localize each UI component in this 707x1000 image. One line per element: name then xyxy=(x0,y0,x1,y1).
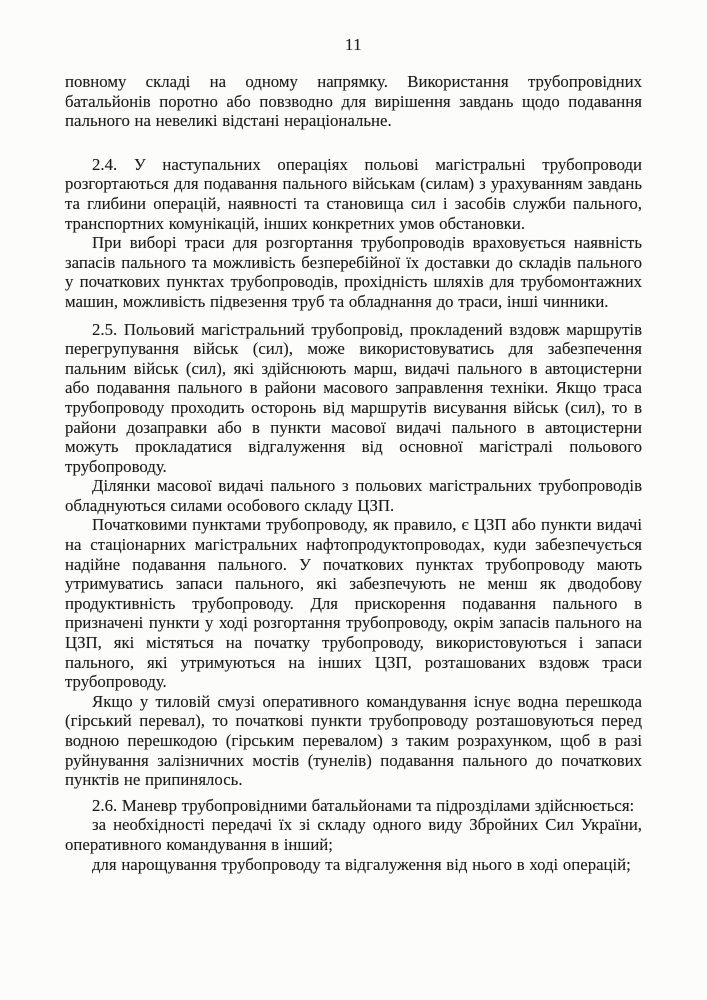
paragraph-initial-points: Початковими пунктами трубопроводу, як правило, є ЦЗП або пункти видачі на стаціонарних магістральних нафтопродуктопроводах, куди забезпечується надійне подавання пального. У початкових пунктах трубопроводу мають утримуватись запаси пального, які забезпечують не менш як дводобову продуктивність трубопроводу. Для прискорення подавання пального в призначені пункти у ході розгортання трубопроводу, окрім запасів пального на ЦЗП, які містяться на початку трубопроводу, використовуються і запаси пального, які утримуються на інших ЦЗП, розташованих вздовж траси трубопроводу. xyxy=(65,515,642,692)
paragraph-water-obstacle: Якщо у тиловій смузі оперативного командування існує водна перешкода (гірський перевал), то початкові пункти трубопроводу розташовуються перед водною перешкодою (гірським перевалом) з таким розрахунком, щоб в разі руйнування залізничних мостів (тунелів) подавання пального до початкових пунктів не припинялось. xyxy=(65,691,642,790)
paragraph-mass-issue-sections: Ділянки масової видачі пального з польових магістральних трубопроводів обладнуються силами особового складу ЦЗП. xyxy=(65,476,642,515)
paragraph-maneuver-item-1: за необхідності передачі їх зі складу одного виду Збройних Сил України, оперативного командування в інший; xyxy=(65,815,642,854)
paragraph-section-2-5: 2.5. Польовий магістральний трубопровід, прокладений вздовж маршрутів перегрупування військ (сил), може використовуватись для забезпечення пальним військ (сил), які здійснюють марш, видачі пального в автоцистерни або подавання пального в райони масового заправлення техніки. Якщо траса трубопроводу проходить осторонь від маршрутів висування військ (сил), то в райони дозаправки або в пункти масової видачі пального в автоцистерни можуть прокладатися відгалуження від основної магістралі польового трубопроводу. xyxy=(65,319,642,476)
page-number: 11 xyxy=(344,35,363,54)
paragraph-route-selection: При виборі траси для розгортання трубопроводів враховується наявність запасів пального та можливість безперебійної їх доставки до складів пального у початкових пунктах трубопроводів, прохідність шляхів для трубомонтажних машин, можливість підвезення труб та обладнання до траси, інші чинники. xyxy=(65,233,642,311)
page-content xyxy=(65,72,642,874)
paragraph-continuation: повному складі на одному напрямку. Використання трубопровідних батальйонів поротно або повзводно для вирішення завдань щодо подавання пального на невеликі відстані нераціональне. xyxy=(65,72,642,131)
paragraph-maneuver-item-2: для нарощування трубопроводу та відгалуження від нього в ході операцій; xyxy=(92,854,631,874)
paragraph-section-2-6: 2.6. Маневр трубопровідними батальйонами та підрозділами здійснюється: xyxy=(92,795,635,815)
paragraph-section-2-4: 2.4. У наступальних операціях польові магістральні трубопроводи розгортаються для подавання пального військам (силам) з урахуванням завдань та глибини операцій, наявності та становища сил і засобів служби пального, транспортних комунікацій, інших конкретних умов обстановки. xyxy=(65,154,642,233)
